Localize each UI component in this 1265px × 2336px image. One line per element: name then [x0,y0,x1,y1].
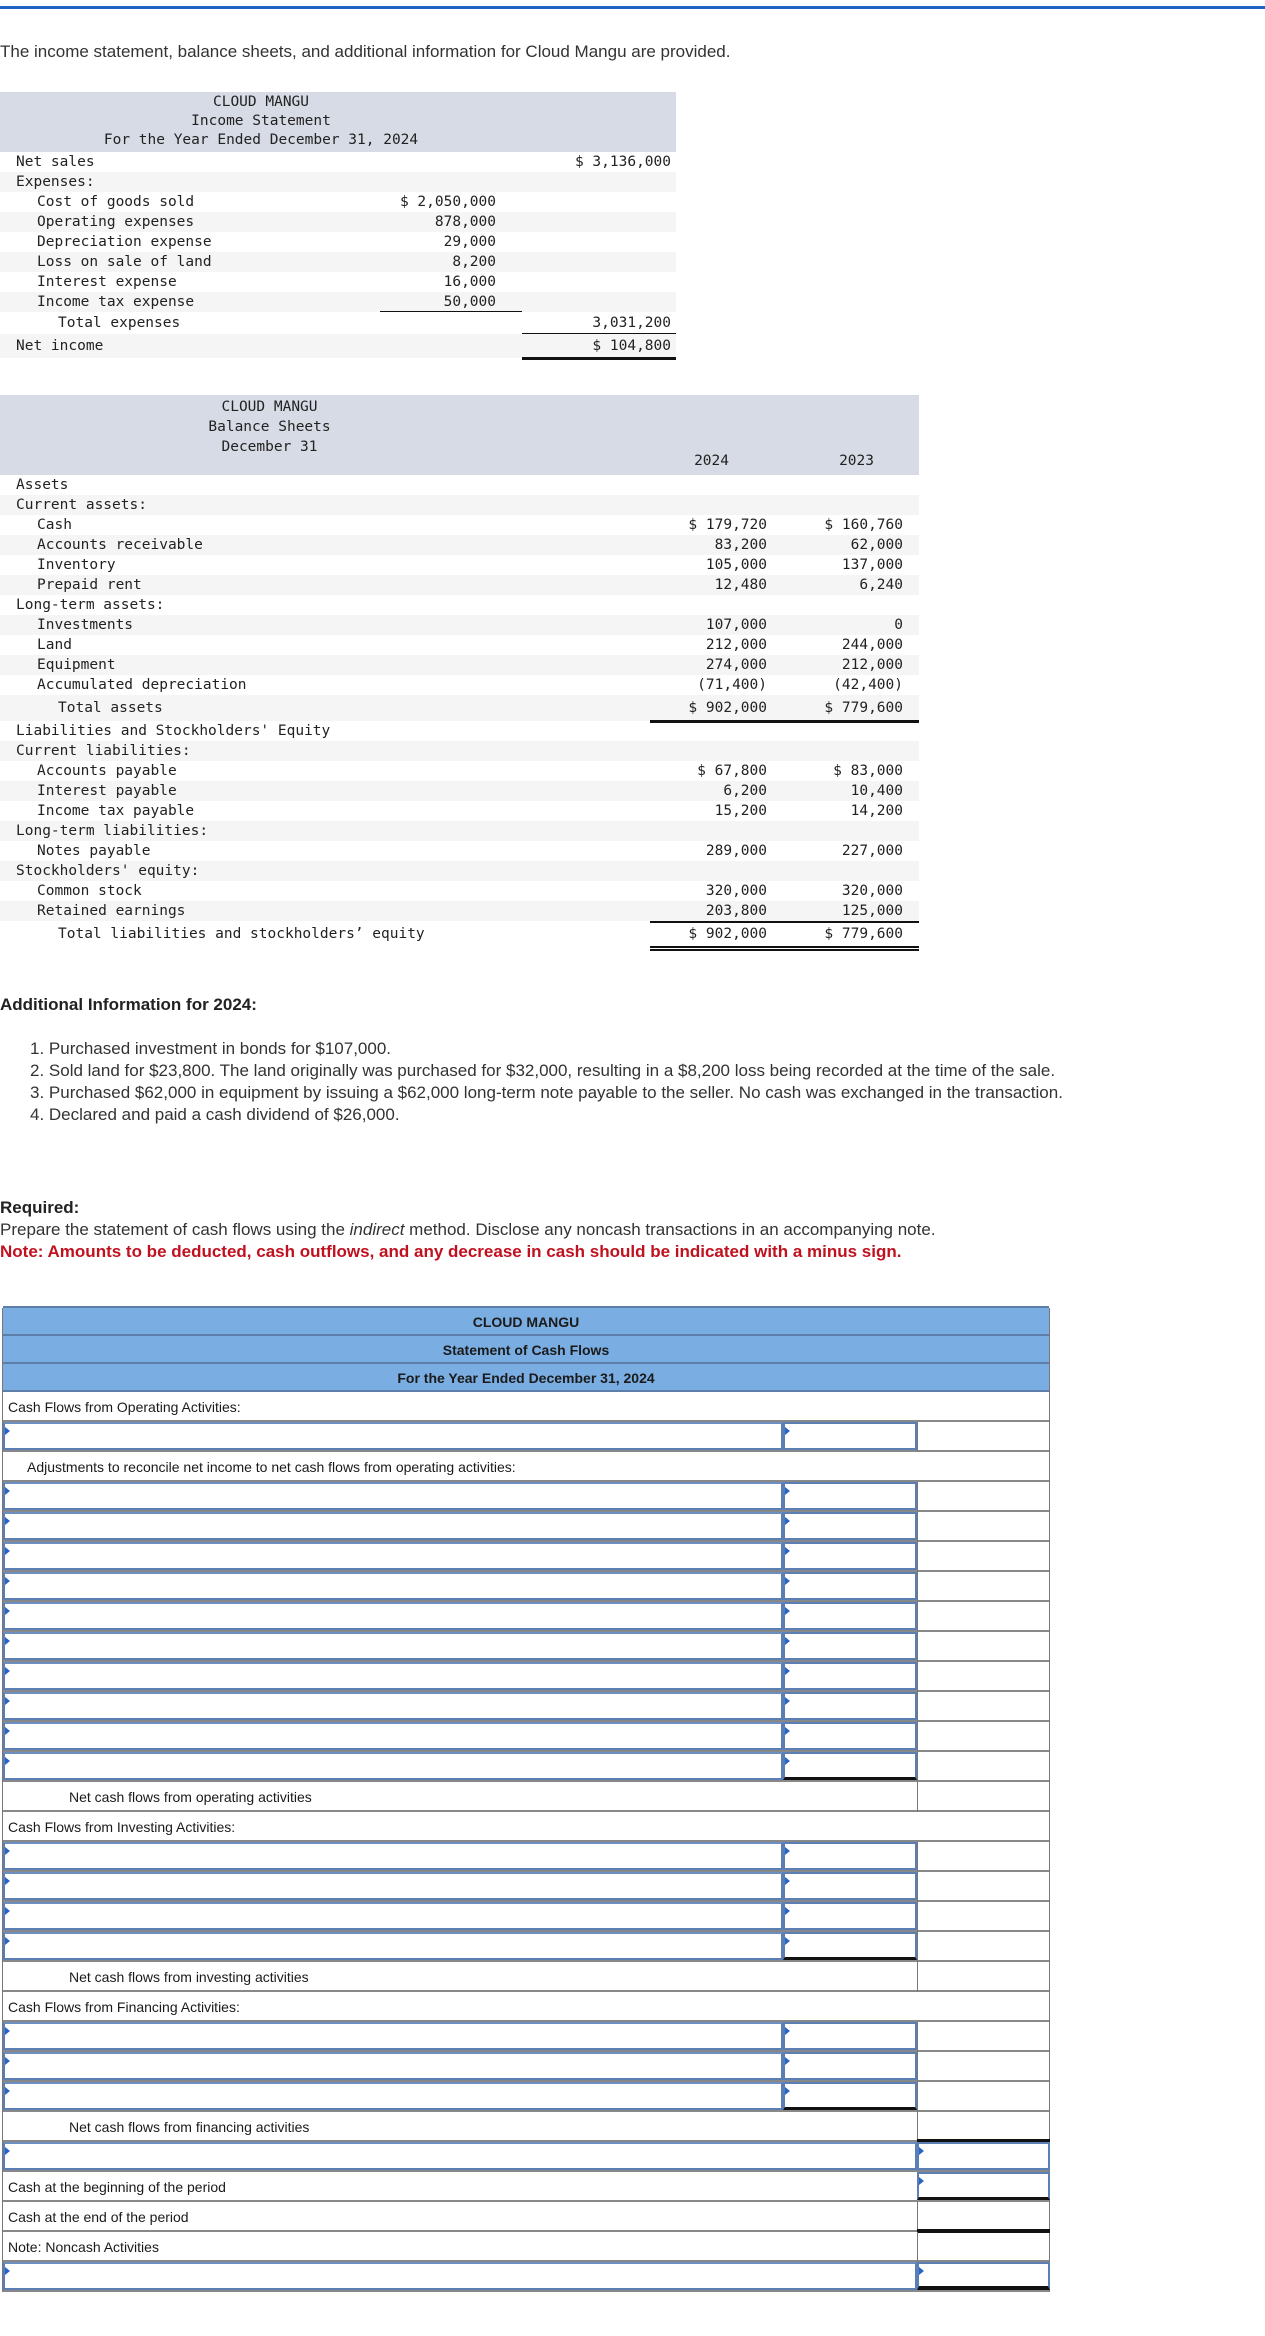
value-2023: 125,000 [841,903,903,919]
bs-row [0,801,919,821]
bs-row [0,515,919,535]
value-2024: $ 67,800 [697,763,767,779]
column-divider [917,1572,918,1602]
value-2024: 6,200 [723,783,767,799]
net-income-input-row [3,1422,1049,1452]
line-item-dropdown[interactable] [3,1632,783,1660]
line-item-dropdown[interactable] [3,1482,783,1510]
input-row [3,1572,1049,1602]
value-2024: 105,000 [705,557,767,573]
line-item-dropdown[interactable] [3,1512,783,1540]
input-row [3,1602,1049,1632]
net-change-row [3,2142,1049,2172]
input-row [3,1902,1049,1932]
net-change-input[interactable] [917,2142,1050,2170]
value-2023: 212,000 [841,657,903,673]
financing-rows [3,2022,1049,2112]
row-label: Depreciation expense [37,234,212,250]
line-item-dropdown[interactable] [3,1872,783,1900]
row-label: Cash at the beginning of the period [8,2179,226,2195]
line-item-dropdown[interactable] [3,1602,783,1630]
amount-input[interactable] [783,2082,917,2110]
row-label: Cash [37,517,72,533]
net-income-row [0,334,676,358]
statement-period: For the Year Ended December 31, 2024 [103,132,419,148]
amount-input[interactable] [783,1842,917,1870]
input-row [3,2082,1049,2112]
value-2024: 320,000 [705,883,767,899]
row-label: Interest expense [37,274,177,290]
intro-text: The income statement, balance sheets, and additional information for Cloud Mangu are provided. [0,42,731,61]
row-label: Note: Noncash Activities [8,2239,159,2255]
value-2024: 12,480 [714,577,767,593]
line-item-dropdown[interactable] [3,1902,783,1930]
statement-title: Income Statement [191,113,331,129]
amount-input[interactable] [783,2022,917,2050]
value-2024: 212,000 [705,637,767,653]
row-label: Inventory [37,557,116,573]
line-item-dropdown[interactable] [3,1692,783,1720]
value-2023: 10,400 [850,783,903,799]
net-change-dropdown[interactable] [3,2142,917,2170]
investing-header-row [3,1812,1049,1842]
row-label: Income tax payable [37,803,195,819]
input-row [3,1932,1049,1962]
amount-input[interactable] [783,1602,917,1630]
row-label: Accounts receivable [37,537,203,553]
required-text-italic: indirect [349,1220,405,1239]
cf-title: Statement of Cash Flows [3,1334,1049,1364]
bs-row [0,555,919,575]
total-le-row [0,921,919,947]
value-2024: $ 902,000 [688,700,767,716]
value-2024: 289,000 [705,843,767,859]
value-2024: $ 902,000 [688,926,767,942]
expense-row [0,252,676,272]
current-assets-header [0,495,919,515]
subtotal-label: Net cash flows from financing activities [69,2119,310,2135]
operating-header-row [3,1392,1049,1422]
top-accent-bar [0,6,1265,9]
column-divider [917,1842,918,1872]
net-income-value: $ 104,800 [592,338,671,354]
investing-rows [3,1842,1049,1962]
amount-input[interactable] [783,1632,917,1660]
value-2024: $ 179,720 [688,517,767,533]
value-2023: 62,000 [850,537,903,553]
row-label: Retained earnings [37,903,186,919]
row-label: Long-term liabilities: [16,823,209,839]
row-label: Common stock [37,883,142,899]
value-2023: 244,000 [841,637,903,653]
column-divider [917,2112,918,2142]
input-row [3,1842,1049,1872]
row-label: Accounts payable [37,763,177,779]
expense-row [0,232,676,252]
row-label: Net sales [16,154,95,170]
cf-company: CLOUD MANGU [3,1306,1049,1336]
net-sales-value: $ 3,136,000 [574,154,671,170]
expenses-header-row [0,172,676,192]
row-value: 8,200 [452,254,496,270]
row-label: Net income [16,338,104,354]
row-label: Land [37,637,72,653]
equity-header [0,861,919,881]
bs-row [0,841,919,861]
input-row [3,1872,1049,1902]
total-expenses-value: 3,031,200 [592,315,671,331]
net-sales-row [0,152,676,172]
row-value: 50,000 [443,294,496,310]
input-row [3,1512,1049,1542]
total-assets-row [0,695,919,721]
row-label: Notes payable [37,843,151,859]
value-2024: (71,400) [697,677,767,693]
input-row [3,1722,1049,1752]
column-divider [917,1422,918,1452]
net-financing-row [3,2112,1049,2142]
input-row [3,1542,1049,1572]
column-divider [917,1602,918,1632]
noncash-dropdown[interactable] [3,2262,917,2290]
required-text-part: Prepare the statement of cash flows using the [0,1220,350,1239]
line-item-dropdown[interactable] [3,1752,783,1780]
amount-input[interactable] [783,1662,917,1690]
row-label: Total liabilities and stockholders’ equity [58,926,425,942]
line-item-dropdown[interactable] [3,1422,783,1450]
net-investing-row [3,1962,1049,1992]
cash-end-row [3,2202,1049,2232]
noncash-input-row [3,2262,1049,2292]
required-text-part: method. Disclose any noncash transactions in an accompanying note. [404,1220,936,1239]
row-label: Liabilities and Stockholders' Equity [16,723,331,739]
column-2023: 2023 [839,453,874,469]
long-term-assets-header [0,595,919,615]
line-item-dropdown[interactable] [3,1542,783,1570]
row-label: Long-term assets: [16,597,165,613]
row-value: 16,000 [443,274,496,290]
required-heading: Required: [0,1198,80,1217]
income-statement-header [0,92,676,152]
info-item: 3. Purchased $62,000 in equipment by issuing a $62,000 long-term note payable to the seller. No cash was exchanged in the transaction. [30,1083,1063,1102]
column-divider [917,1662,918,1692]
row-label: Assets [16,477,69,493]
row-value: 29,000 [443,234,496,250]
column-divider [917,1482,918,1512]
input-row [3,2052,1049,2082]
row-label: Equipment [37,657,116,673]
column-divider [917,1692,918,1722]
row-value: 878,000 [434,214,496,230]
info-item: 2. Sold land for $23,800. The land originally was purchased for $32,000, resulting in a $8,200 loss being recorded at the time of the sale. [30,1061,1056,1080]
column-divider [917,2022,918,2052]
expense-row [0,272,676,292]
noncash-note-row [3,2232,1049,2262]
liab-equity-header [0,721,919,741]
amount-input[interactable] [783,1572,917,1600]
row-label: Operating expenses [37,214,195,230]
value-2023: $ 83,000 [833,763,903,779]
amount-input[interactable] [783,2052,917,2080]
value-2024: 15,200 [714,803,767,819]
income-statement [0,92,676,358]
amount-input[interactable] [783,1692,917,1720]
column-divider [917,1722,918,1752]
value-2023: 6,240 [859,577,903,593]
total-expenses-row [0,312,676,334]
value-2023: $ 160,760 [824,517,903,533]
cf-period: For the Year Ended December 31, 2024 [3,1362,1049,1392]
value-2024: 203,800 [705,903,767,919]
amount-input[interactable] [783,1932,917,1960]
amount-input[interactable] [783,1722,917,1750]
column-divider [917,1542,918,1572]
row-label: Income tax expense [37,294,195,310]
long-term-liab-header [0,821,919,841]
row-label: Investments [37,617,134,633]
expense-row [0,192,676,212]
section-label: Adjustments to reconcile net income to net cash flows from operating activities: [27,1459,516,1475]
statement-title: Balance Sheets [208,419,331,435]
value-2024: 83,200 [714,537,767,553]
row-label: Total assets [58,700,163,716]
value-2023: 137,000 [841,557,903,573]
column-divider [917,2052,918,2082]
amount-input[interactable] [783,1542,917,1570]
row-label: Current liabilities: [16,743,191,759]
assets-header [0,475,919,495]
bs-row [0,655,919,675]
column-divider [917,1512,918,1542]
bs-row [0,761,919,781]
double-underline [522,357,676,360]
value-2024: 274,000 [705,657,767,673]
column-divider [917,1632,918,1662]
column-divider [917,1782,918,1812]
amount-input[interactable] [783,1482,917,1510]
input-row [3,1662,1049,1692]
balance-sheet-header [0,395,919,475]
line-item-dropdown[interactable] [3,1662,783,1690]
input-row [3,1752,1049,1782]
financing-header-row [3,1992,1049,2022]
line-item-dropdown[interactable] [3,2052,783,2080]
expense-row [0,292,676,312]
column-divider [917,1902,918,1932]
column-divider [917,2082,918,2112]
required-text [0,1220,936,1240]
section-label: Cash Flows from Operating Activities: [8,1399,241,1415]
row-label: Stockholders' equity: [16,863,200,879]
line-item-dropdown[interactable] [3,2022,783,2050]
expense-row [0,212,676,232]
row-label: Interest payable [37,783,177,799]
bs-row [0,781,919,801]
required-note: Note: Amounts to be deducted, cash outflows, and any decrease in cash should be indicated with a minus sign. [0,1242,902,1261]
input-row [3,1482,1049,1512]
subtotal-label: Net cash flows from operating activities [69,1789,312,1805]
value-2023: (42,400) [833,677,903,693]
input-row [3,1692,1049,1722]
line-item-dropdown[interactable] [3,2082,783,2110]
adjustment-rows [3,1482,1049,1782]
amount-input[interactable] [783,1902,917,1930]
amount-input[interactable] [783,1512,917,1540]
value-2023: 320,000 [841,883,903,899]
bs-row [0,575,919,595]
row-label: Accumulated depreciation [37,677,247,693]
company-name: CLOUD MANGU [212,94,310,110]
column-divider [917,2202,918,2232]
balance-sheet [0,395,919,947]
info-item: 4. Declared and paid a cash dividend of $26,000. [30,1105,400,1124]
amount-input[interactable] [783,1872,917,1900]
input-row [3,2022,1049,2052]
row-label: Cash at the end of the period [8,2209,189,2225]
cash-beginning-row [3,2172,1049,2202]
line-item-dropdown[interactable] [3,1842,783,1870]
bs-row [0,635,919,655]
value-2023: 227,000 [841,843,903,859]
bs-row [0,615,919,635]
amount-input[interactable] [783,1422,917,1450]
bs-row [0,535,919,555]
value-2023: 14,200 [850,803,903,819]
cash-beginning-input[interactable] [917,2172,1050,2200]
row-value: $ 2,050,000 [399,194,496,210]
cash-flow-statement-form [2,1308,1050,2292]
row-label: Total expenses [58,315,181,331]
statement-date: December 31 [221,439,318,455]
bs-row [0,675,919,695]
noncash-amount-input[interactable] [917,2262,1050,2290]
value-2024: 107,000 [705,617,767,633]
line-item-dropdown[interactable] [3,1572,783,1600]
column-divider [917,1872,918,1902]
row-label: Cost of goods sold [37,194,195,210]
additional-info-heading: Additional Information for 2024: [0,995,257,1014]
input-row [3,1632,1049,1662]
column-divider [917,1932,918,1962]
current-liab-header [0,741,919,761]
adjustments-header-row [3,1452,1049,1482]
line-item-dropdown[interactable] [3,1932,783,1960]
amount-input[interactable] [783,1752,917,1780]
value-2023: 0 [894,617,903,633]
row-label: Current assets: [16,497,147,513]
value-2023: $ 779,600 [824,926,903,942]
row-label: Loss on sale of land [37,254,212,270]
double-underline [650,946,919,951]
section-label: Cash Flows from Investing Activities: [8,1819,236,1835]
row-label: Prepaid rent [37,577,142,593]
line-item-dropdown[interactable] [3,1722,783,1750]
section-label: Cash Flows from Financing Activities: [8,1999,240,2015]
bs-row [0,901,919,921]
row-label: Expenses: [16,174,95,190]
net-operating-row [3,1782,1049,1812]
additional-info-list [30,1038,1240,1126]
info-item: 1. Purchased investment in bonds for $107,000. [30,1039,392,1058]
column-divider [917,1962,918,1992]
column-divider [917,1752,918,1782]
column-divider [917,2232,918,2262]
value-2023: $ 779,600 [824,700,903,716]
company-name: CLOUD MANGU [221,399,318,415]
bs-row [0,881,919,901]
subtotal-label: Net cash flows from investing activities [69,1969,309,1985]
column-2024: 2024 [694,453,729,469]
